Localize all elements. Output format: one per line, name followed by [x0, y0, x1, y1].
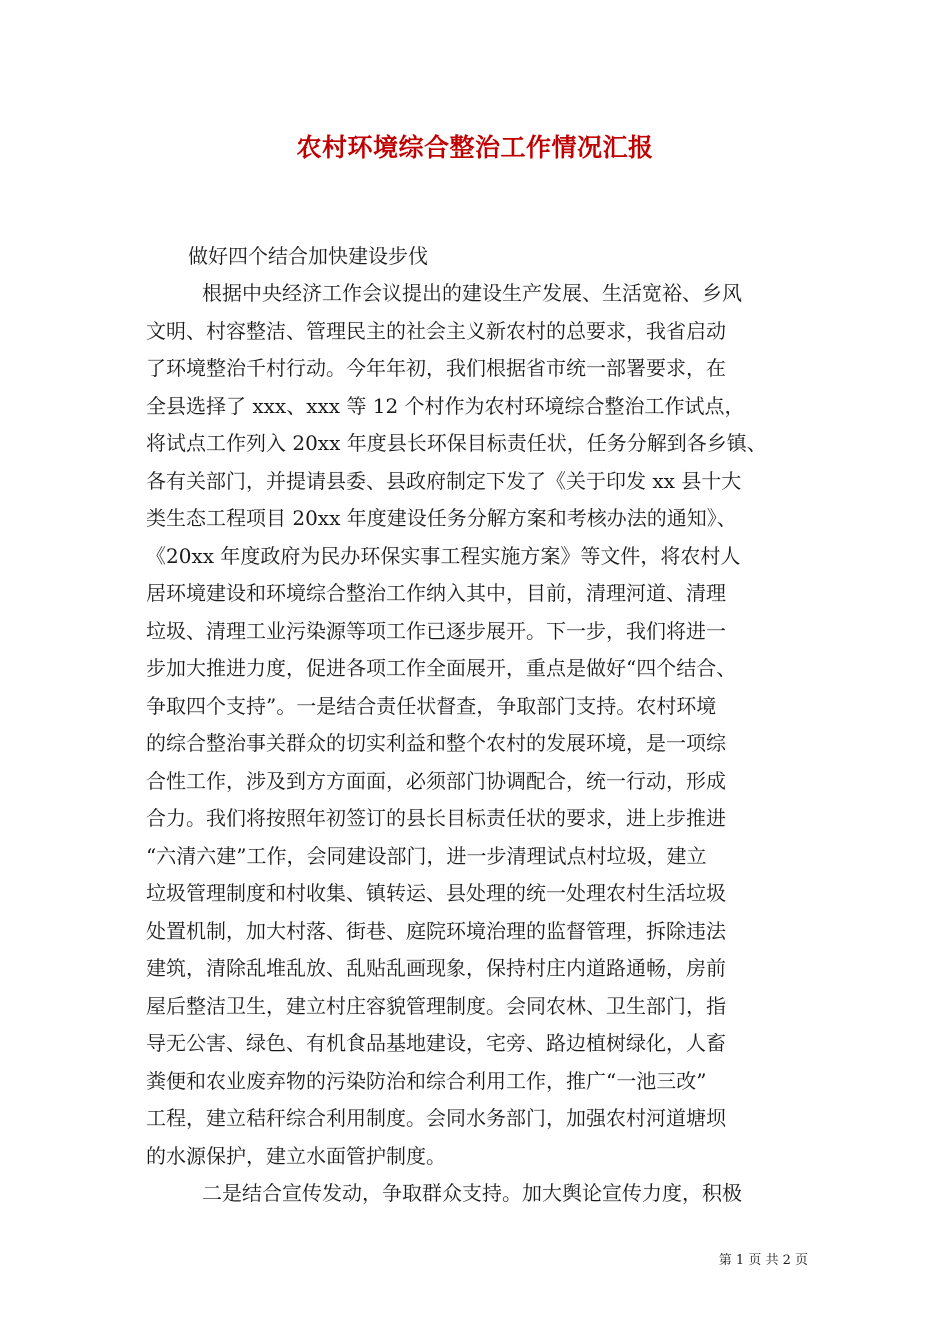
text-line: 建筑，清除乱堆乱放、乱贴乱画现象，保持村庄内道路通畅，房前 — [146, 956, 726, 980]
text-line: 将试点工作列入 20xx 年度县长环保目标责任状，任务分解到各乡镇、 — [146, 431, 767, 455]
text-line: 垃圾、清理工业污染源等项工作已逐步展开。下一步，我们将进一 — [146, 618, 726, 643]
text-line: 二是结合宣传发动，争取群众支持。加大舆论宣传力度，积极 — [202, 1181, 742, 1205]
text-line: 处置机制，加大村落、街巷、庭院环境治理的监督管理，拆除违法 — [146, 918, 726, 943]
text-line: 文明、村容整洁、管理民主的社会主义新农村的总要求，我省启动 — [146, 318, 726, 343]
text-line: 粪便和农业废弃物的污染防治和综合利用工作，推广“一池三改” — [146, 1068, 707, 1093]
text-line: 的水源保护，建立水面管护制度。 — [146, 1143, 446, 1168]
section-subheading: 做好四个结合加快建设步伐 — [188, 244, 428, 268]
text-line: 《20xx 年度政府为民办环保实事工程实施方案》等文件，将农村人 — [146, 543, 741, 568]
text-line: 了环境整治千村行动。今年年初，我们根据省市统一部署要求，在 — [146, 356, 726, 380]
text-line: 根据中央经济工作会议提出的建设生产发展、生活宽裕、乡风 — [202, 281, 742, 305]
text-line: 步加大推进力度，促进各项工作全面展开，重点是做好“四个结合、 — [146, 656, 737, 680]
page-number: 第 1 页 共 2 页 — [718, 1253, 808, 1268]
text-line: 争取四个支持”。一是结合责任状督查，争取部门支持。农村环境 — [146, 693, 717, 718]
text-line: 导无公害、绿色、有机食品基地建设，宅旁、路边植树绿化，人畜 — [146, 1031, 726, 1055]
text-line: 的综合整治事关群众的切实利益和整个农村的发展环境，是一项综 — [146, 731, 726, 755]
text-line: 各有关部门，并提请县委、县政府制定下发了《关于印发 xx 县十大 — [146, 468, 742, 493]
text-line: 垃圾管理制度和村收集、镇转运、县处理的统一处理农村生活垃圾 — [146, 881, 726, 905]
body-paragraphs — [146, 275, 806, 1213]
text-line: 合性工作，涉及到方方面面，必须部门协调配合，统一行动，形成 — [146, 768, 726, 793]
text-line: 类生态工程项目 20xx 年度建设任务分解方案和考核办法的通知》、 — [146, 506, 737, 530]
text-line: “六清六建”工作，会同建设部门，进一步清理试点村垃圾，建立 — [146, 843, 707, 868]
text-line: 工程，建立秸秆综合利用制度。会同水务部门，加强农村河道塘坝 — [146, 1106, 726, 1130]
text-line: 屋后整洁卫生，建立村庄容貌管理制度。会同农林、卫生部门，指 — [146, 993, 726, 1018]
document-title: 农村环境综合整治工作情况汇报 — [296, 133, 654, 162]
text-line: 合力。我们将按照年初签订的县长目标责任状的要求，进上步推进 — [146, 806, 726, 830]
text-line: 居环境建设和环境综合整治工作纳入其中，目前，清理河道、清理 — [146, 581, 726, 605]
text-line: 全县选择了 xxx、xxx 等 12 个村作为农村环境综合整治工作试点， — [146, 393, 745, 418]
